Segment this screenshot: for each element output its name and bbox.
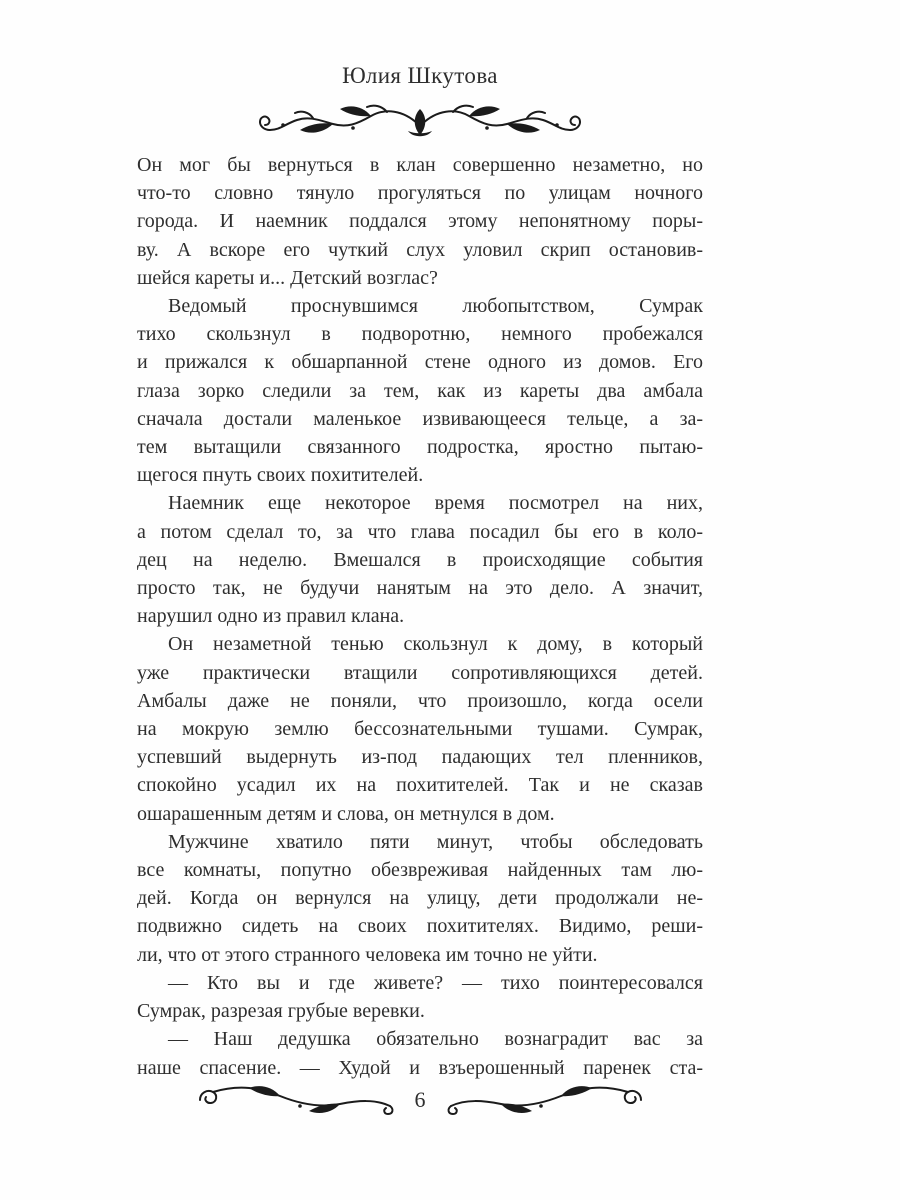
text-line: нарушил одно из правил клана.: [137, 605, 405, 628]
text-line: щегося пнуть своих похитителей.: [137, 464, 424, 487]
text-line: Мужчине хватило пяти минут, чтобы обследовать: [168, 830, 703, 853]
text-line: все комнаты, попутно обезвреживая найденных там лю-: [137, 859, 703, 882]
text-line: наше спасение. — Худой и взъерошенный паренек ста-: [137, 1056, 703, 1079]
text-line: города. И наемник поддался этому непонятному поры-: [137, 210, 703, 233]
text-line: ошарашенным детям и слова, он метнулся в дом.: [137, 802, 555, 825]
text-line: а потом сделал то, за что глава посадил бы его в коло-: [137, 520, 703, 543]
text-line: — Кто вы и где живете? — тихо поинтересовался: [168, 971, 703, 994]
text-line: Сумрак, разрезая грубые веревки.: [137, 1000, 425, 1023]
text-line: Амбалы даже не поняли, что произошло, когда осели: [137, 689, 703, 712]
text-line: дец на неделю. Вмешался в происходящие события: [137, 548, 703, 571]
text-line: тем вытащили связанного подростка, яростно пытаю-: [137, 436, 703, 459]
page-number: 6: [414, 1087, 426, 1112]
text-line: подвижно сидеть на своих похитителях. Видимо, реши-: [137, 915, 703, 938]
text-line: на мокрую землю бессознательными тушами. Сумрак,: [137, 718, 703, 741]
page-title: Юлия Шкутова: [342, 63, 498, 88]
text-line: Наемник еще некоторое время посмотрел на них,: [168, 492, 703, 515]
text-line: Он мог бы вернуться в клан совершенно незаметно, но: [137, 154, 703, 176]
floral-ornament-footer-right-icon: [446, 1083, 646, 1117]
text-line: — Наш дедушка обязательно вознаградит вас за: [168, 1028, 703, 1051]
page-footer: [137, 1083, 703, 1117]
floral-ornament-header-icon: [255, 103, 585, 143]
text-line: успевший выдернуть из-под падающих тел пленников,: [137, 746, 703, 769]
text-line: сначала достали маленькое извивающееся тельце, а за-: [137, 407, 703, 430]
text-line: уже практически втащили сопротивляющихся детей.: [137, 661, 703, 684]
text-line: шейся кареты и... Детский возглас?: [137, 266, 438, 289]
text-line: что-то словно тянуло прогуляться по улицам ночного: [137, 182, 703, 205]
text-line: просто так, не будучи нанятым на это дело. А значит,: [137, 577, 703, 600]
text-line: дей. Когда он вернулся на улицу, дети продолжали не-: [137, 887, 703, 910]
text-line: Он незаметной тенью скользнул к дому, в который: [168, 633, 703, 656]
body-text: [137, 151, 703, 1082]
text-line: глаза зорко следили за тем, как из кареты два амбала: [137, 379, 703, 402]
text-line: спокойно усадил их на похитителей. Так и не сказав: [137, 774, 703, 797]
page-content: [137, 0, 703, 1082]
text-line: Ведомый проснувшимся любопытством, Сумрак: [168, 295, 703, 318]
text-line: тихо скользнул в подворотню, немного пробежался: [137, 323, 703, 346]
text-line: ву. А вскоре его чуткий слух уловил скрип остановив-: [137, 238, 703, 261]
floral-ornament-footer-left-icon: [195, 1083, 395, 1117]
text-line: ли, что от этого странного человека им точно не уйти.: [137, 943, 598, 966]
text-line: и прижался к обшарпанной стене одного из домов. Его: [137, 351, 703, 374]
